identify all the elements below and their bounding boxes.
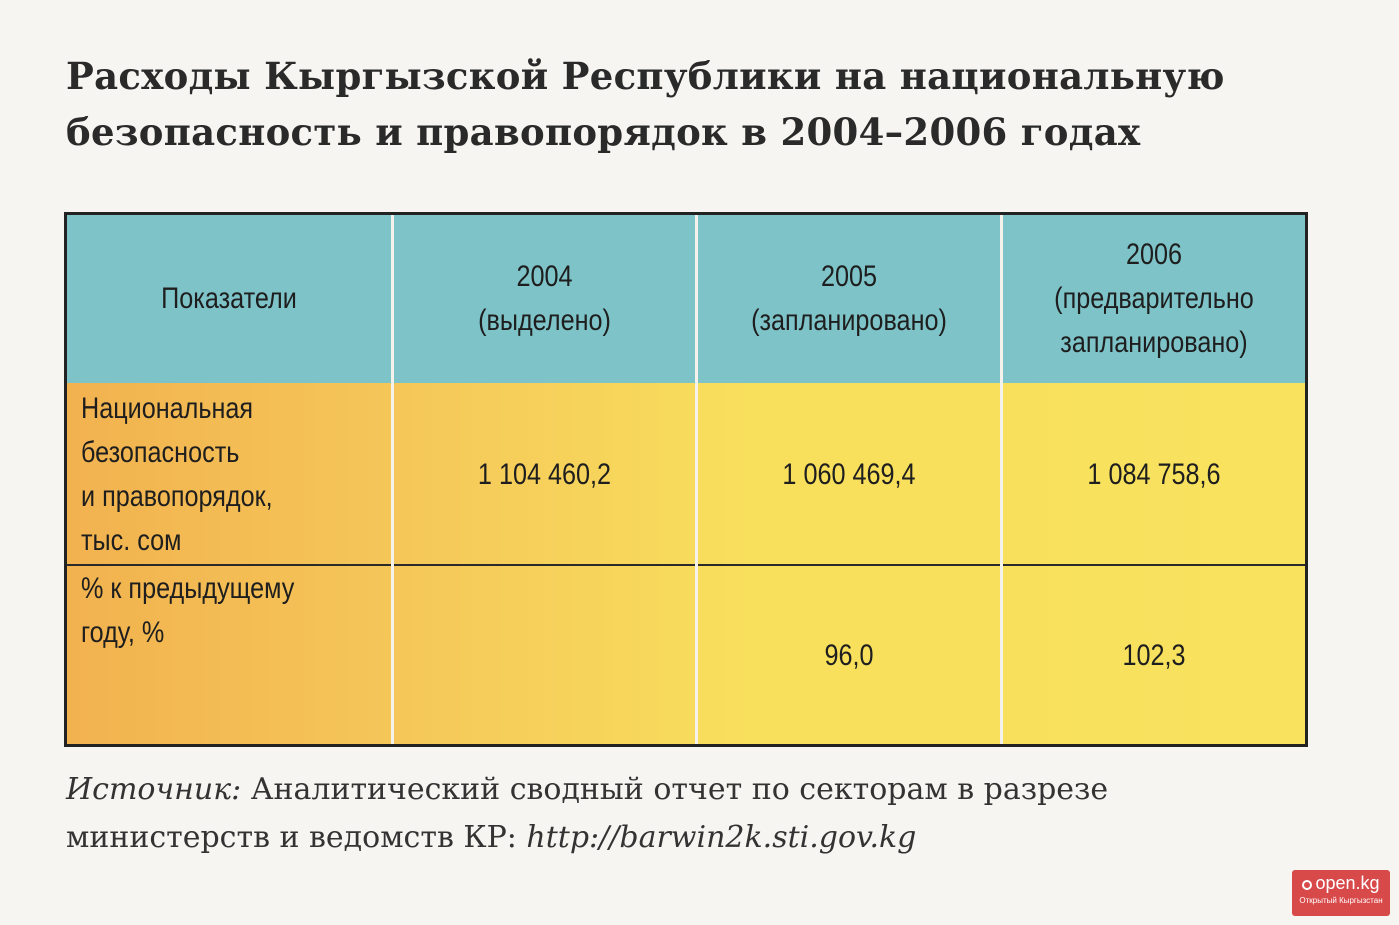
value-2004-security: 1 104 460,2 [477,458,612,491]
header-2005 [722,215,976,383]
title-line-1: Расходы Кыргызской Республики на национальную [66,54,1225,98]
watermark-logo [1292,870,1390,916]
row-label-line: и правопорядок, [81,480,273,513]
value-2006-percent: 102,3 [1122,639,1186,672]
header-2006 [1027,215,1281,383]
header-indicator [93,215,365,383]
value-2005-percent: 96,0 [824,639,874,672]
source-label: Источник: [66,772,242,807]
row-label-line: % к предыдущему [81,572,295,605]
column-divider [391,215,394,744]
column-divider [1000,215,1003,744]
column-divider [695,215,698,744]
source-text: Аналитический сводный отчет по секторам в разрезе [241,772,1109,807]
row-label-percent [81,567,333,745]
logo-icon [1302,880,1312,890]
page-title [66,48,1316,160]
value-2005-security: 1 060 469,4 [782,458,916,491]
source-note [66,766,1296,862]
value-2004-percent [418,567,671,745]
header-2004-note: (выделено) [478,304,611,337]
row-label-line: году, % [81,616,165,649]
watermark-tagline: Открытый Кыргызстан [1299,896,1383,905]
header-2005-year: 2005 [820,260,878,293]
header-2004 [418,215,671,383]
header-2006-year: 2006 [1125,238,1183,271]
row-divider [67,564,1305,566]
row-label-line: Национальная [81,392,254,425]
row-label-security [81,387,333,563]
header-2004-year: 2004 [516,260,573,293]
value-2006-security: 1 084 758,6 [1087,458,1221,491]
watermark-name: open.kg [1315,873,1380,893]
row-label-line: тыс. сом [81,524,182,557]
expenditure-table [64,212,1308,747]
row-label-line: безопасность [81,436,240,469]
header-2006-note-1: (предварительно [1054,282,1254,315]
title-line-2: безопасность и правопорядок в 2004–2006 годах [66,110,1141,154]
source-url[interactable]: http://barwin2k.sti.gov.kg [526,820,917,855]
header-2005-note: (запланировано) [751,304,947,337]
header-2006-note-2: запланировано) [1060,326,1248,359]
source-text-line-2: министерств и ведомств КР: [66,820,527,855]
header-indicator-label: Показатели [161,282,297,315]
